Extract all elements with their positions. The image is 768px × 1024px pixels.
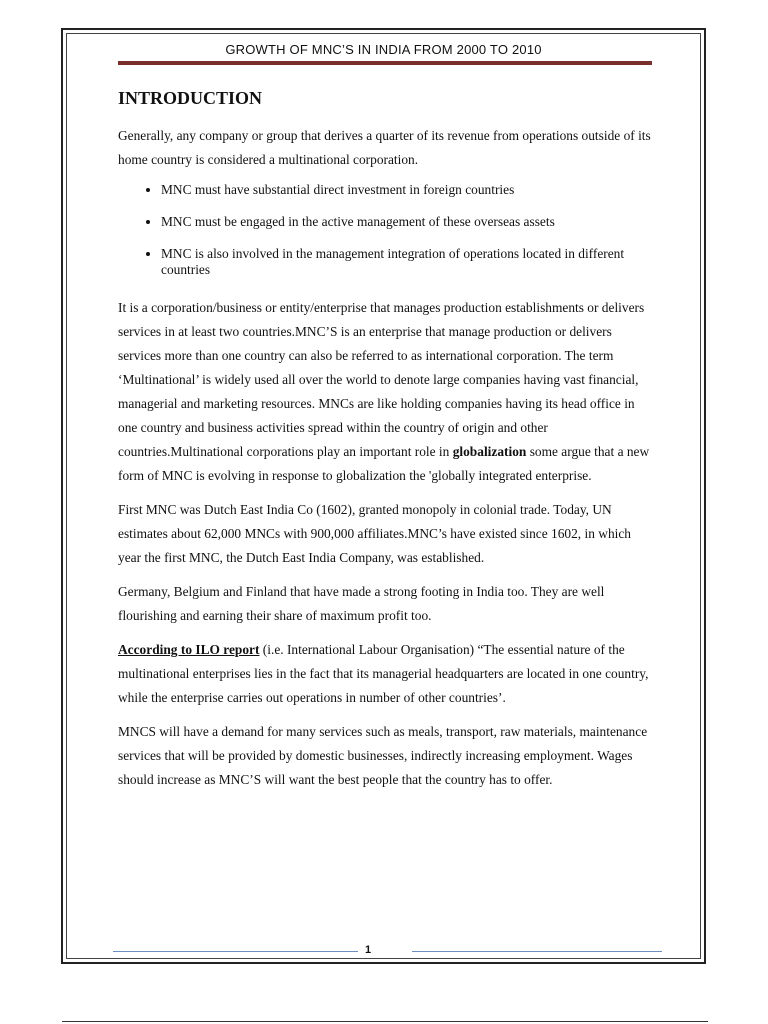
intro-paragraph: Generally, any company or group that derives a quarter of its revenue from operations outside of its home country is considered a multinational corporation. (118, 128, 651, 167)
ilo-report-reference: According to ILO report (118, 642, 260, 657)
document-body (118, 86, 654, 802)
header-rule (118, 61, 652, 65)
globalization-term: globalization (452, 444, 527, 459)
footer-rule-right (412, 951, 662, 952)
bullet-list (118, 182, 654, 278)
ilo-paragraph (118, 638, 654, 710)
section-heading: INTRODUCTION (118, 88, 263, 108)
list-item: • MNC is also involved in the management integration of operations located in different countries (161, 246, 654, 278)
running-header: GROWTH OF MNC’S IN INDIA FROM 2000 TO 2010 (225, 42, 542, 57)
page-number: 1 (364, 944, 372, 956)
list-item: • MNC must have substantial direct investment in foreign countries (161, 182, 654, 198)
list-item: • MNC must be engaged in the active management of these overseas assets (161, 214, 654, 230)
services-paragraph: MNCS will have a demand for many services such as meals, transport, raw materials, maintenance services that will be provided by domestic businesses, indirectly increasing employment. Wages should increase as MNC’S will want the best people that the country has to offer. (118, 724, 648, 787)
paragraph-text: (i.e. International Labour Organisation) “The essential nature of the multinational enterprises lies in the fact that its managerial headquarters are located in one country, while the enterprise carries out operations in number of other countries’. (118, 642, 649, 705)
paragraph-text: It is a corporation/business or entity/enterprise that manages production establishments or delivers services in at least two countries.MNC’S is an enterprise that manage production or delivers services more than one country can also be referred to as international corporation. The term ‘Multinational’ is widely used all over the world to denote large companies having vast financial, managerial and marketing resources. MNCs are like holding companies having its head office in one country and business activities spread within the country of origin and other countries.Multinational corporations play an important role in (118, 300, 645, 459)
footer-rule-left (113, 951, 358, 952)
paragraph-text: some argue that a new form of MNC is evolving in response to globalization the 'globally integrated enterprise. (118, 444, 650, 483)
page-bottom-rule (62, 1021, 708, 1022)
corporation-paragraph (118, 296, 654, 488)
history-paragraph: First MNC was Dutch East India Co (1602), granted monopoly in colonial trade. Today, UN estimates about 62,000 MNCs with 900,000 affiliates.MNC’s have existed since 1602, in which year the first MNC, the Dutch East India Company, was established. (118, 502, 631, 565)
countries-paragraph: Germany, Belgium and Finland that have made a strong footing in India too. They are well flourishing and earning their share of maximum profit too. (118, 584, 605, 623)
